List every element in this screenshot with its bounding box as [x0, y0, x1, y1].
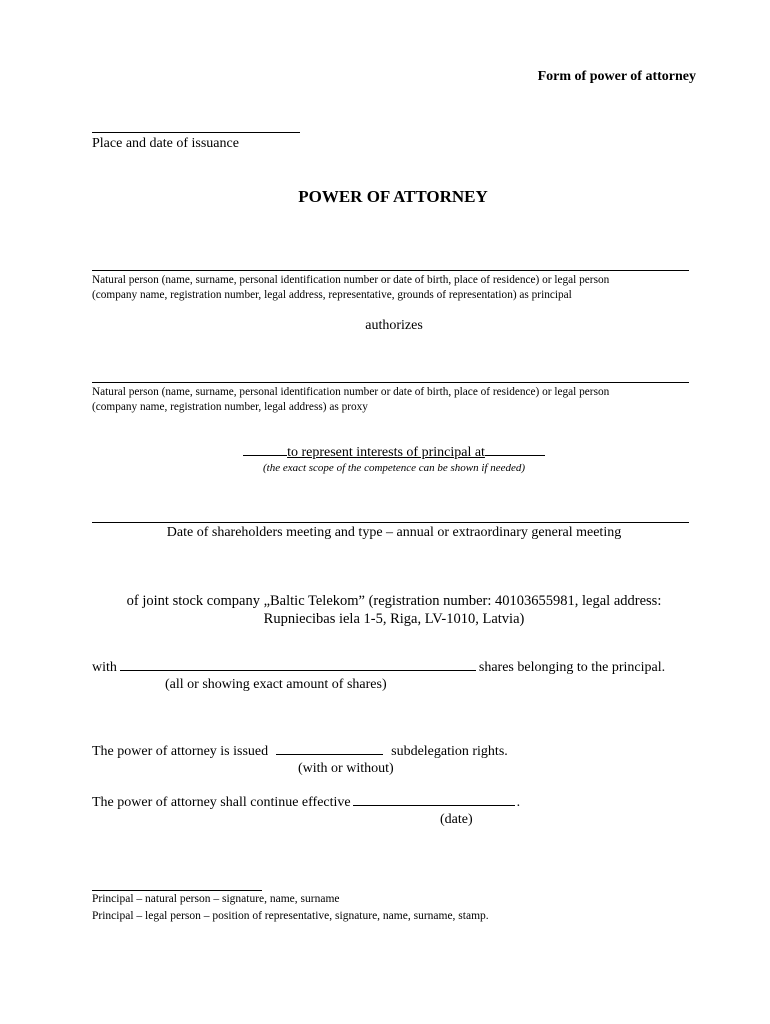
shares-suffix: shares belonging to the principal.	[478, 660, 666, 675]
shares-field[interactable]	[120, 659, 476, 671]
proxy-field[interactable]	[92, 382, 689, 383]
scope-note: (the exact scope of the competence can be shown if needed)	[262, 462, 526, 474]
subdelegation-line	[92, 743, 508, 760]
representation-line	[0, 443, 770, 461]
proxy-note	[92, 385, 712, 415]
meeting-label: Date of shareholders meeting and type – annual or extraordinary general meeting	[166, 525, 622, 540]
place-date-field[interactable]	[92, 132, 300, 133]
form-label: Form of power of attorney	[537, 69, 696, 84]
meeting-field[interactable]	[92, 522, 689, 523]
subdelegation-prefix: The power of attorney is issued	[92, 744, 269, 759]
principal-note	[92, 273, 712, 303]
signature-field[interactable]	[92, 890, 262, 891]
validity-suffix: .	[516, 795, 521, 810]
representation-blank-before[interactable]	[243, 443, 287, 456]
validity-note: (date)	[440, 812, 473, 827]
signature-natural-person: Principal – natural person – signature, name, surname	[92, 893, 340, 905]
shares-prefix: with	[92, 660, 117, 675]
validity-line	[92, 794, 520, 811]
validity-date-field[interactable]	[353, 794, 515, 806]
representation-text: to represent interests of principal at	[287, 445, 485, 460]
proxy-note-line2: (company name, registration number, legal address) as proxy	[92, 401, 368, 413]
representation-blank-after[interactable]	[485, 443, 545, 456]
shares-line	[92, 659, 702, 676]
principal-field[interactable]	[92, 270, 689, 271]
company-line2: Rupniecibas iela 1-5, Riga, LV-1010, Latvia)	[263, 611, 525, 627]
company-details	[0, 592, 770, 628]
subdelegation-suffix: subdelegation rights.	[391, 744, 508, 759]
subdelegation-note: (with or without)	[298, 761, 394, 776]
document-title: POWER OF ATTORNEY	[298, 187, 488, 206]
company-line1: of joint stock company „Baltic Telekom” (registration number: 40103655981, legal address:	[126, 593, 662, 609]
signature-legal-person: Principal – legal person – position of representative, signature, name, surname, stamp.	[92, 910, 489, 922]
proxy-note-line1: Natural person (name, surname, personal identification number or date of birth, place of residence) or legal person	[92, 386, 610, 398]
principal-note-line1: Natural person (name, surname, personal identification number or date of birth, place of residence) or legal person	[92, 274, 610, 286]
validity-prefix: The power of attorney shall continue effective	[92, 795, 351, 810]
authorizes-text: authorizes	[365, 318, 423, 333]
principal-note-line2: (company name, registration number, legal address, representative, grounds of representation) as principal	[92, 289, 572, 301]
shares-note: (all or showing exact amount of shares)	[165, 677, 387, 692]
place-date-label: Place and date of issuance	[92, 136, 239, 151]
subdelegation-field[interactable]	[276, 743, 383, 755]
